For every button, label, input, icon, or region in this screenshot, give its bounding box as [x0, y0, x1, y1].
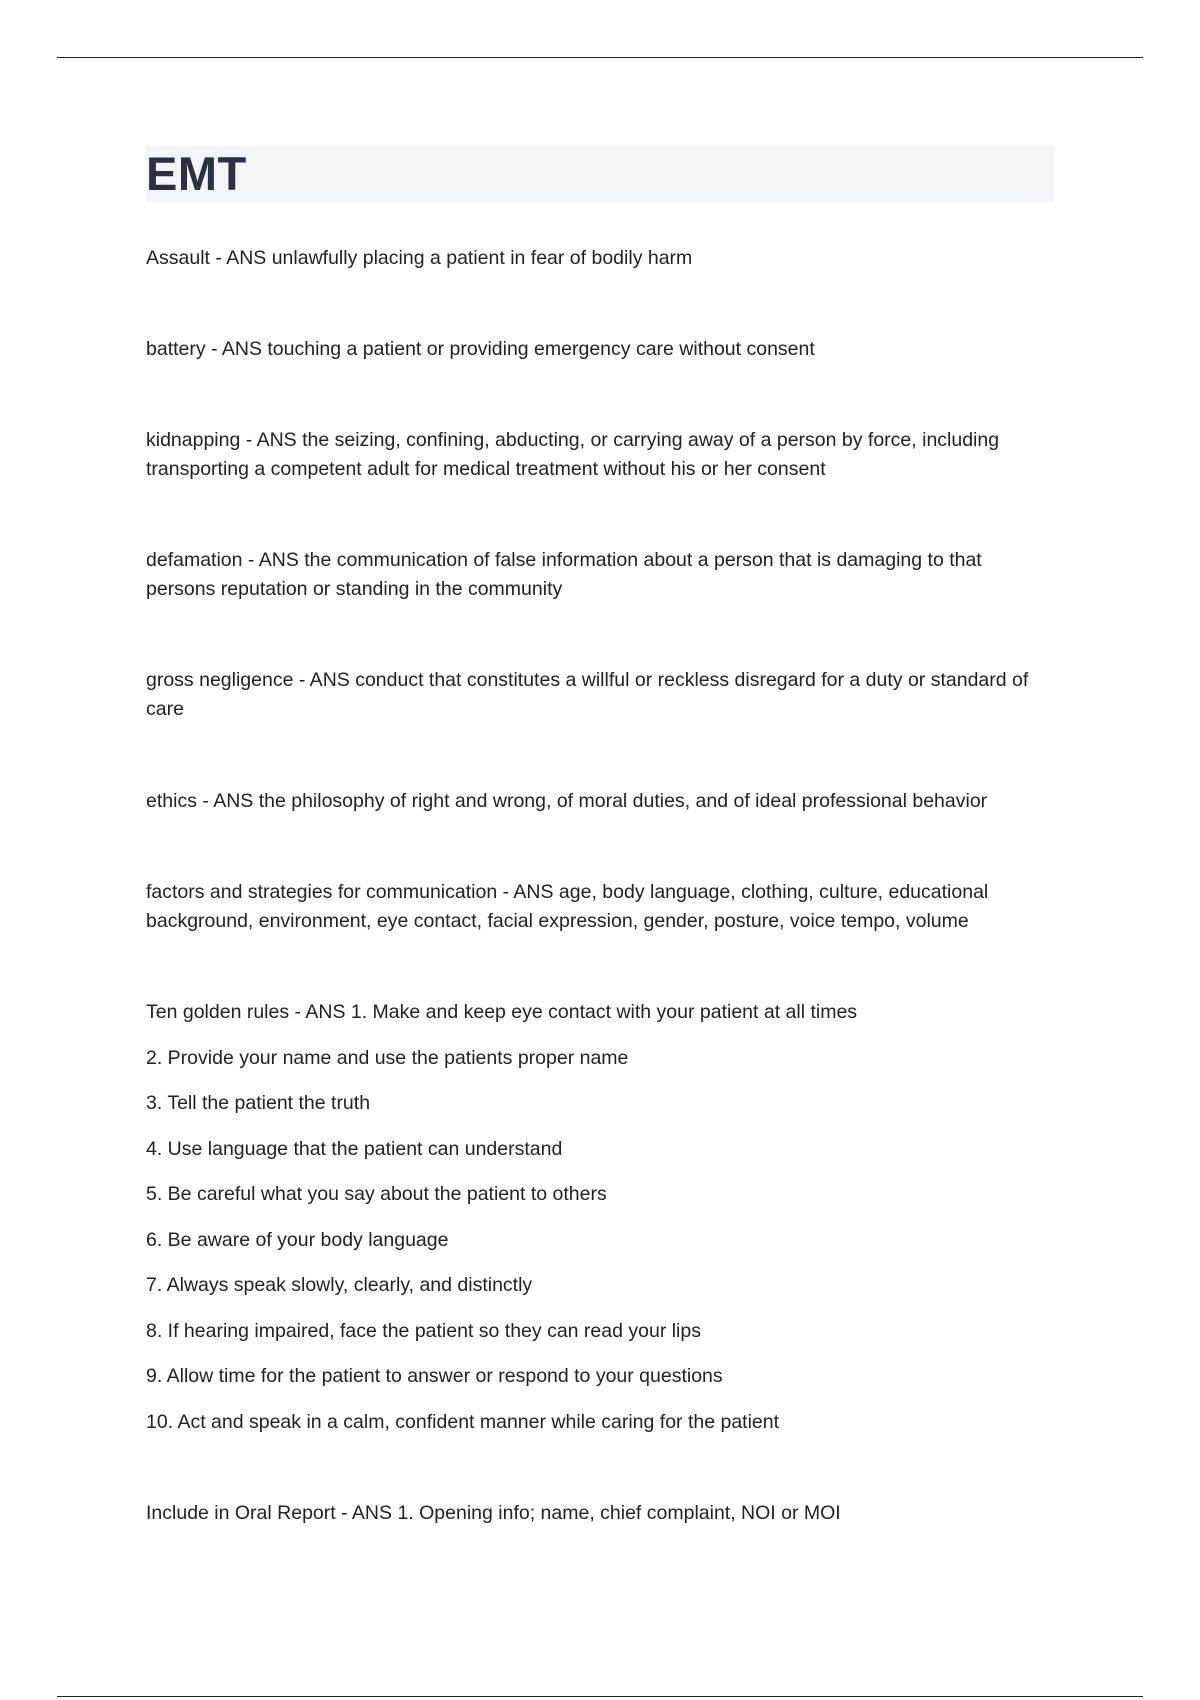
title-banner	[146, 146, 1054, 202]
golden-rule-item: 2. Provide your name and use the patients proper name	[146, 1047, 629, 1069]
entry-defamation: defamation - ANS the communication of false information about a person that is damaging to that persons reputation or standing in the community	[146, 549, 982, 600]
golden-rule-item: 3. Tell the patient the truth	[146, 1092, 371, 1114]
entry-kidnapping: kidnapping - ANS the seizing, confining, abducting, or carrying away of a person by force, including transporting a competent adult for medical treatment without his or her consent	[146, 429, 1000, 480]
golden-rule-item: 10. Act and speak in a calm, confident manner while caring for the patient	[146, 1411, 780, 1433]
golden-rule-item: 8. If hearing impaired, face the patient so they can read your lips	[146, 1320, 701, 1342]
top-divider	[57, 57, 1143, 58]
bottom-divider	[57, 1696, 1143, 1697]
entry-battery: battery - ANS touching a patient or providing emergency care without consent	[146, 338, 815, 360]
entry-assault: Assault - ANS unlawfully placing a patient in fear of bodily harm	[146, 247, 693, 269]
golden-rule-item: 9. Allow time for the patient to answer or respond to your questions	[146, 1365, 723, 1387]
document-body	[146, 146, 1054, 1524]
page-title: EMT	[146, 147, 247, 200]
entry-ethics: ethics - ANS the philosophy of right and wrong, of moral duties, and of ideal professional behavior	[146, 790, 988, 812]
entry-communication-factors: factors and strategies for communication - ANS age, body language, clothing, culture, educational background, environment, eye contact, facial expression, gender, posture, voice tempo, volume	[146, 881, 989, 932]
entry-oral-report: Include in Oral Report - ANS 1. Opening info; name, chief complaint, NOI or MOI	[146, 1502, 841, 1524]
golden-rule-item: 5. Be careful what you say about the patient to others	[146, 1183, 607, 1205]
golden-rule-item: 4. Use language that the patient can understand	[146, 1138, 563, 1160]
entry-gross-negligence: gross negligence - ANS conduct that constitutes a willful or reckless disregard for a duty or standard of care	[146, 669, 1029, 720]
golden-rule-item: 7. Always speak slowly, clearly, and distinctly	[146, 1274, 533, 1296]
golden-rule-item: 6. Be aware of your body language	[146, 1229, 449, 1251]
golden-rules-heading: Ten golden rules - ANS 1. Make and keep eye contact with your patient at all times	[146, 1001, 858, 1023]
